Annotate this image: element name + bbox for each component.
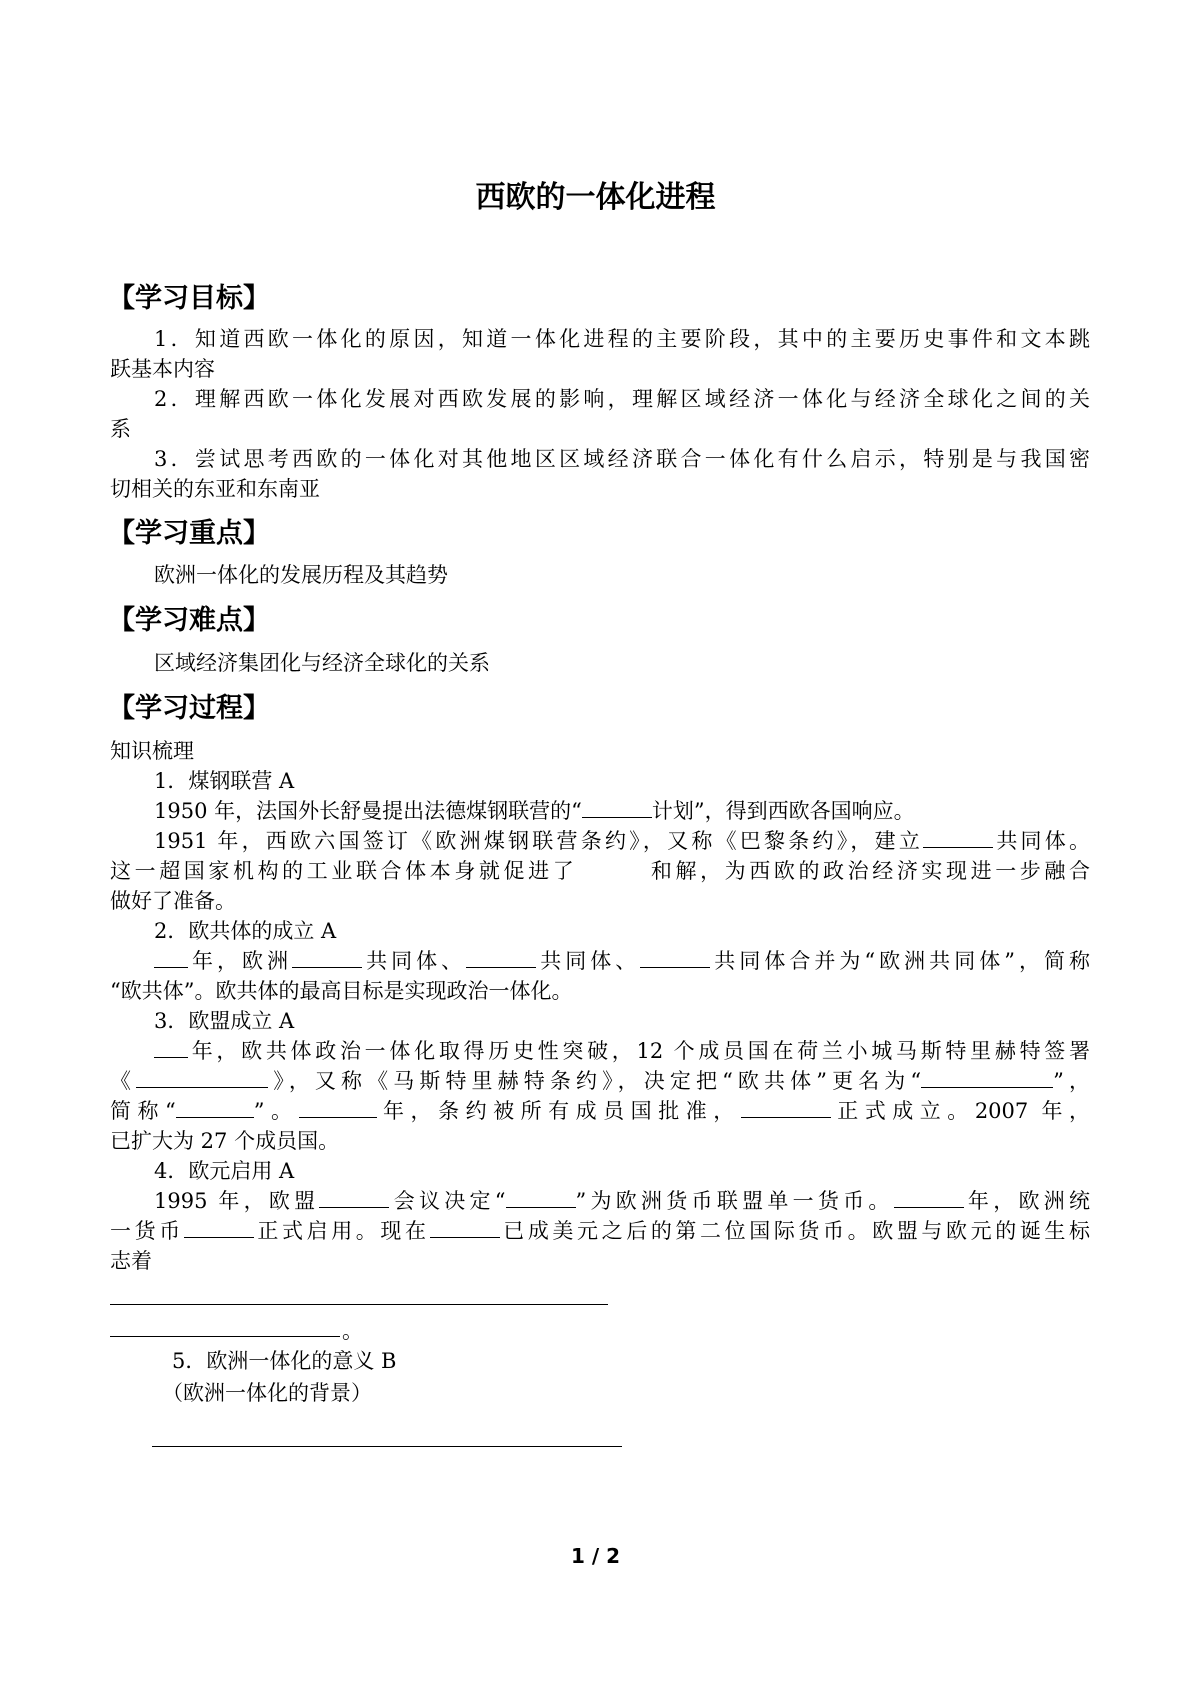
section-3-line-2: 《 》，又称《马斯特里赫特条约》，决定把“欧共体”更名为“ ”， [110, 1069, 1090, 1093]
section-1-title: 1．煤钢联营 A [154, 769, 295, 793]
section-2-line-1: 年，欧洲 共同体、 共同体、 共同体合并为“欧洲共同体”，简称 [110, 946, 1090, 976]
fill-blank[interactable] [640, 947, 710, 968]
goal-1-line-1: 1．知道西欧一体化的原因，知道一体化进程的主要阶段，其中的主要历史事件和文本跳 [154, 327, 1090, 351]
fill-blank[interactable] [894, 1187, 964, 1208]
fill-blank[interactable] [319, 1187, 389, 1208]
section-5-subtitle: （欧洲一体化的背景） [162, 1381, 372, 1405]
fill-blank[interactable] [921, 1067, 1053, 1088]
goals-heading: 【学习目标】 [108, 283, 270, 314]
section-1-line-1: 1950 年，法国外长舒曼提出法德煤钢联营的“ 计划”，得到西欧各国响应。 [154, 799, 915, 823]
fill-blank[interactable] [466, 947, 536, 968]
section-1-line-3: 这一超国家机构的工业联合体本身就促进了 和解，为西欧的政治经济实现进一步融合 [110, 859, 1090, 883]
fill-blank[interactable] [582, 797, 652, 818]
fill-blank[interactable] [154, 1037, 188, 1058]
period-mark: 。 [342, 1319, 363, 1343]
answer-line[interactable] [152, 1446, 622, 1447]
section-3-line-1: 年，欧共体政治一体化取得历史性突破，12 个成员国在荷兰小城马斯特里赫特签署 [110, 1036, 1090, 1066]
fill-blank[interactable] [923, 827, 993, 848]
fill-blank[interactable] [741, 1097, 831, 1118]
fill-blank[interactable] [154, 947, 188, 968]
section-2-title: 2．欧共体的成立 A [154, 919, 337, 943]
section-3-line-3: 简称“ ”。 年，条约被所有成员国批准， 正式成立。2007 年， [110, 1099, 1090, 1123]
fill-blank[interactable] [430, 1217, 500, 1238]
process-subheading: 知识梳理 [110, 739, 194, 763]
section-4-line-2: 一货币 正式启用。现在 已成美元之后的第二位国际货币。欧盟与欧元的诞生标 [110, 1219, 1091, 1243]
section-2-line-2: “欧共体”。欧共体的最高目标是实现政治一体化。 [110, 979, 573, 1003]
section-4-line-3: 志着 [110, 1249, 152, 1273]
answer-line[interactable] [110, 1304, 608, 1305]
section-4-title: 4．欧元启用 A [154, 1159, 295, 1183]
difficulty-text: 区域经济集团化与经济全球化的关系 [154, 651, 490, 675]
goal-3-line-1: 3．尝试思考西欧的一体化对其他地区区域经济联合一体化有什么启示，特别是与我国密 [154, 447, 1090, 471]
section-1-line-4: 做好了准备。 [110, 889, 236, 913]
difficulty-heading: 【学习难点】 [108, 605, 270, 636]
section-3-line-4: 已扩大为 27 个成员国。 [110, 1129, 340, 1153]
section-3-title: 3．欧盟成立 A [154, 1009, 295, 1033]
goal-2-line-1: 2．理解西欧一体化发展对西欧发展的影响，理解区域经济一体化与经济全球化之间的关 [154, 387, 1090, 411]
fill-blank[interactable] [292, 947, 362, 968]
focus-text: 欧洲一体化的发展历程及其趋势 [154, 563, 448, 587]
section-5-title: 5．欧洲一体化的意义 B [172, 1349, 397, 1373]
goal-2-line-2: 系 [110, 417, 131, 441]
page-number: 1 / 2 [570, 1544, 621, 1568]
fill-blank[interactable] [506, 1187, 576, 1208]
goal-1-line-2: 跃基本内容 [110, 357, 215, 381]
fill-blank[interactable] [299, 1097, 377, 1118]
answer-line[interactable] [110, 1336, 340, 1337]
section-4-line-1: 1995 年，欧盟 会议决定“ ”为欧洲货币联盟单一货币。 年，欧洲统 [154, 1189, 1090, 1213]
fill-blank[interactable] [184, 1217, 254, 1238]
focus-heading: 【学习重点】 [108, 518, 270, 549]
process-heading: 【学习过程】 [108, 693, 270, 724]
goal-3-line-2: 切相关的东亚和东南亚 [110, 477, 320, 501]
section-1-line-2: 1951 年，西欧六国签订《欧洲煤钢联营条约》，又称《巴黎条约》，建立 共同体。 [154, 829, 1090, 853]
fill-blank[interactable] [136, 1067, 268, 1088]
fill-blank[interactable] [176, 1097, 254, 1118]
page-title: 西欧的一体化进程 [475, 180, 716, 215]
